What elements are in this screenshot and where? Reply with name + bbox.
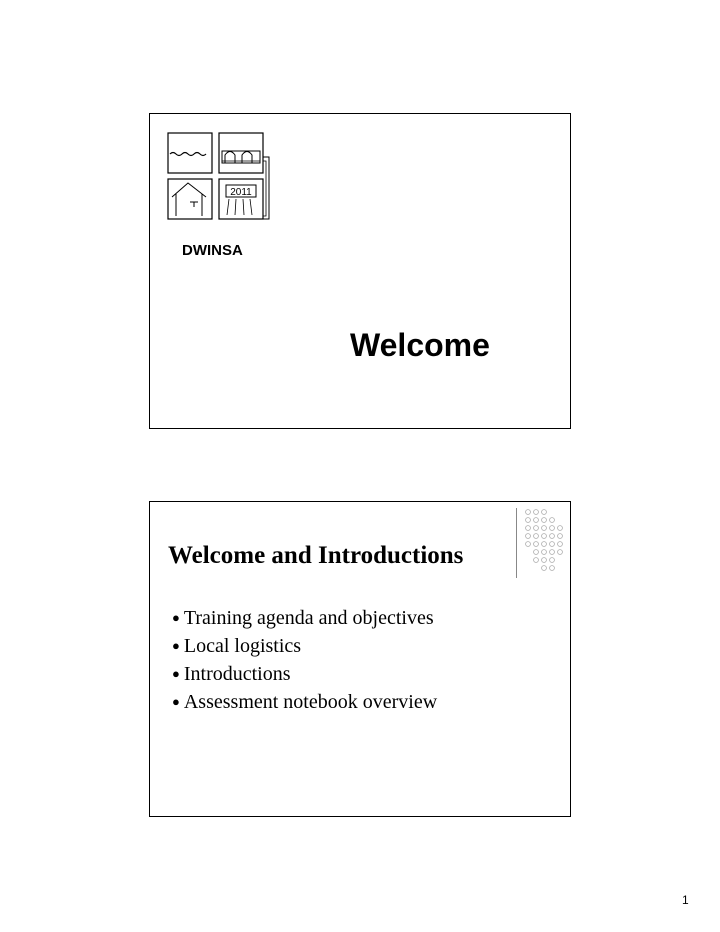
list-item [172,632,437,660]
logo-caption: DWINSA [182,242,243,259]
bullet-text: Training agenda and objectives [183,607,434,629]
slide-title-welcome: Welcome [350,327,490,363]
slide-welcome [149,113,571,429]
list-item [172,660,437,688]
bullet-icon: ● [172,638,180,653]
bullet-icon: ● [172,694,180,709]
slide-title-introductions: Welcome and Introductions [168,542,464,569]
decorative-divider [516,508,517,578]
list-item [172,688,437,716]
dwinsa-logo [164,131,274,223]
bullet-list [172,604,437,716]
bullet-icon: ● [172,610,180,625]
slide-introductions [149,501,571,817]
bullet-text: Introductions [183,663,291,685]
bullet-icon: ● [172,666,180,681]
decorative-dot-grid [522,506,568,578]
logo-year: 2011 [230,187,252,198]
bullet-text: Assessment notebook overview [183,691,438,713]
list-item [172,604,437,632]
bullet-text: Local logistics [183,635,302,657]
page-number: 1 [682,893,689,907]
